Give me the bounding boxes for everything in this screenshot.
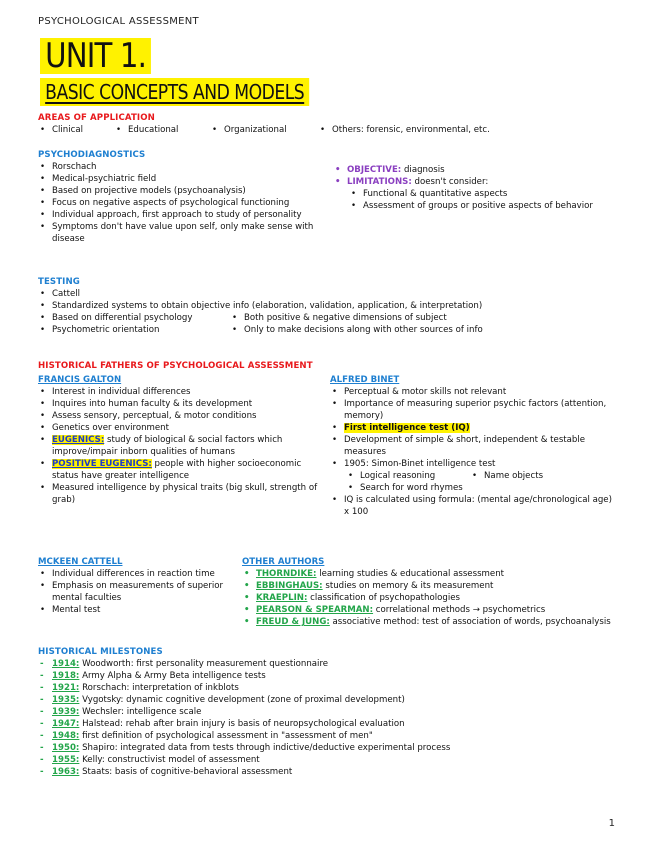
milestone-text: Rorschach: interpretation of inkblots	[79, 683, 239, 693]
objective-item	[333, 164, 633, 176]
list-item	[38, 706, 628, 718]
list-item: • Rorschach	[38, 161, 328, 173]
galton-section	[38, 374, 318, 506]
fathers-heading-wrap	[38, 360, 618, 372]
objective-label: OBJECTIVE:	[347, 165, 402, 175]
list-item	[330, 422, 615, 434]
author-name: EBBINGHAUS:	[256, 581, 323, 591]
unit-subtitle: BASIC CONCEPTS AND MODELS	[40, 78, 309, 106]
list-item: • Interest in individual differences	[38, 386, 318, 398]
list-item: • Based on differential psychology	[38, 312, 230, 324]
list-item: • Both positive & negative dimensions of subject	[230, 312, 447, 324]
milestone-year: 1950:	[52, 743, 80, 753]
binet-section	[330, 374, 615, 518]
author-text: associative method: test of association of words, psychoanalysis	[329, 617, 611, 627]
areas-heading: AREAS OF APPLICATION	[38, 113, 155, 123]
milestone-year: 1918:	[52, 671, 80, 681]
milestone-text: Kelly: constructivist model of assessment	[79, 755, 260, 765]
list-item: • Standardized systems to obtain objective info (elaboration, validation, application, & interpretation)	[38, 300, 618, 312]
list-item: • Search for word rhymes	[346, 482, 463, 494]
milestone-text: Staats: basis of cognitive-behavioral assessment	[79, 767, 293, 777]
list-item: • Only to make decisions along with other sources of info	[230, 324, 483, 336]
list-item: • Mental test	[38, 604, 238, 616]
psychodiagnostics-list	[38, 161, 328, 245]
title-block	[40, 38, 353, 106]
list-item: • Name objects	[470, 470, 543, 482]
limitations-item	[333, 176, 633, 188]
psychodiagnostics-heading: PSYCHODIAGNOSTICS	[38, 150, 146, 160]
list-item: • Emphasis on measurements of superior mental faculties	[38, 580, 238, 604]
testing-section	[38, 276, 618, 336]
milestones-heading: HISTORICAL MILESTONES	[38, 647, 163, 657]
list-item: • Others: forensic, environmental, etc.	[318, 124, 490, 136]
cattell-name: MCKEEN CATTELL	[38, 557, 123, 567]
author-name: FREUD & JUNG:	[256, 617, 330, 627]
testing-heading: TESTING	[38, 277, 80, 287]
unit-title: UNIT 1.	[40, 38, 151, 74]
list-item: • Assessment of groups or positive aspects of behavior	[333, 200, 633, 212]
cattell-section	[38, 556, 238, 616]
psychodiagnostics-right	[333, 164, 633, 212]
list-item	[38, 754, 628, 766]
list-item: • Clinical	[38, 124, 114, 136]
milestone-text: Army Alpha & Army Beta intelligence tests	[79, 671, 266, 681]
milestones-section	[38, 646, 628, 778]
list-item	[242, 604, 632, 616]
page-number: 1	[608, 818, 615, 829]
milestone-text: Shapiro: integrated data from tests through indictive/deductive experimental process	[79, 743, 451, 753]
list-item: • Medical-psychiatric field	[38, 173, 328, 185]
other-authors-section	[242, 556, 632, 628]
author-text: correlational methods → psychometrics	[373, 605, 546, 615]
list-item: • 1905: Simon-Binet intelligence test	[330, 458, 615, 470]
milestone-text: Halstead: rehab after brain injury is basis of neuropsychological evaluation	[79, 719, 405, 729]
limitations-text: doesn't consider:	[411, 177, 489, 187]
list-item: • Functional & quantitative aspects	[333, 188, 633, 200]
objective-text: diagnosis	[401, 165, 445, 175]
milestone-year: 1948:	[52, 731, 80, 741]
list-item: • Psychometric orientation	[38, 324, 230, 336]
author-text: classification of psychopathologies	[307, 593, 460, 603]
milestone-text: Vygotsky: dynamic cognitive development (zone of proximal development)	[79, 695, 405, 705]
milestone-year: 1935:	[52, 695, 80, 705]
list-item: • Individual approach, first approach to study of personality	[38, 209, 328, 221]
eugenics-item	[38, 434, 318, 458]
list-item	[38, 658, 628, 670]
positive-eugenics-label: POSITIVE EUGENICS:	[52, 459, 152, 469]
list-item: • Symptoms don't have value upon self, only make sense with disease	[38, 221, 328, 245]
page-header: PSYCHOLOGICAL ASSESSMENT	[38, 16, 199, 27]
milestone-text: Woodworth: first personality measurement questionnaire	[79, 659, 329, 669]
list-item	[38, 694, 628, 706]
milestone-text: first definition of psychological assessment in "assessment of men"	[79, 731, 373, 741]
milestone-year: 1947:	[52, 719, 80, 729]
author-name: PEARSON & SPEARMAN:	[256, 605, 374, 615]
list-item	[38, 682, 628, 694]
list-item	[38, 742, 628, 754]
positive-eugenics-text: people with higher socioeconomic status have greater intelligence	[52, 459, 302, 481]
limitations-label: LIMITATIONS:	[347, 177, 412, 187]
first-iq-test: First intelligence test (IQ)	[344, 423, 470, 433]
list-item: • Educational	[114, 124, 210, 136]
list-item: • Assess sensory, perceptual, & motor conditions	[38, 410, 318, 422]
list-item: • Importance of measuring superior psychic factors (attention, memory)	[330, 398, 615, 422]
eugenics-label: EUGENICS:	[52, 435, 105, 445]
galton-name: FRANCIS GALTON	[38, 375, 122, 385]
list-item	[242, 616, 632, 628]
list-item: • Individual differences in reaction time	[38, 568, 238, 580]
milestone-text: Wechsler: intelligence scale	[79, 707, 202, 717]
list-item: • Inquires into human faculty & its development	[38, 398, 318, 410]
list-item	[38, 730, 628, 742]
author-name: THORNDIKE:	[256, 569, 317, 579]
binet-name: ALFRED BINET	[330, 375, 400, 385]
author-text: learning studies & educational assessment	[316, 569, 505, 579]
list-item: • IQ is calculated using formula: (mental age/chronological age) x 100	[330, 494, 615, 518]
milestone-year: 1963:	[52, 767, 80, 777]
list-item	[38, 766, 628, 778]
list-item: • Logical reasoning	[346, 470, 470, 482]
eugenics-text: study of biological & social factors which improve/impair inborn qualities of humans	[52, 435, 283, 457]
list-item: • Development of simple & short, independent & testable measures	[330, 434, 615, 458]
list-item: • Based on projective models (psychoanalysis)	[38, 185, 328, 197]
list-item: • Measured intelligence by physical traits (big skull, strength of grab)	[38, 482, 318, 506]
other-authors-heading: OTHER AUTHORS	[242, 557, 325, 567]
list-item	[38, 670, 628, 682]
list-item: • Focus on negative aspects of psychological functioning	[38, 197, 328, 209]
list-item: • Genetics over environment	[38, 422, 318, 434]
milestone-year: 1914:	[52, 659, 80, 669]
psychodiagnostics-section	[38, 149, 328, 245]
author-name: KRAEPLIN:	[256, 593, 308, 603]
list-item: • Cattell	[38, 288, 618, 300]
list-item	[242, 592, 632, 604]
milestone-year: 1939:	[52, 707, 80, 717]
areas-section	[38, 112, 618, 136]
author-text: studies on memory & its measurement	[322, 581, 494, 591]
milestone-year: 1921:	[52, 683, 80, 693]
list-item	[242, 568, 632, 580]
list-item: • Organizational	[210, 124, 318, 136]
areas-list	[38, 124, 618, 136]
positive-eugenics-item	[38, 458, 318, 482]
list-item	[38, 718, 628, 730]
fathers-heading: HISTORICAL FATHERS OF PSYCHOLOGICAL ASSESSMENT	[38, 361, 313, 371]
list-item	[242, 580, 632, 592]
list-item: • Perceptual & motor skills not relevant	[330, 386, 615, 398]
milestone-year: 1955:	[52, 755, 80, 765]
